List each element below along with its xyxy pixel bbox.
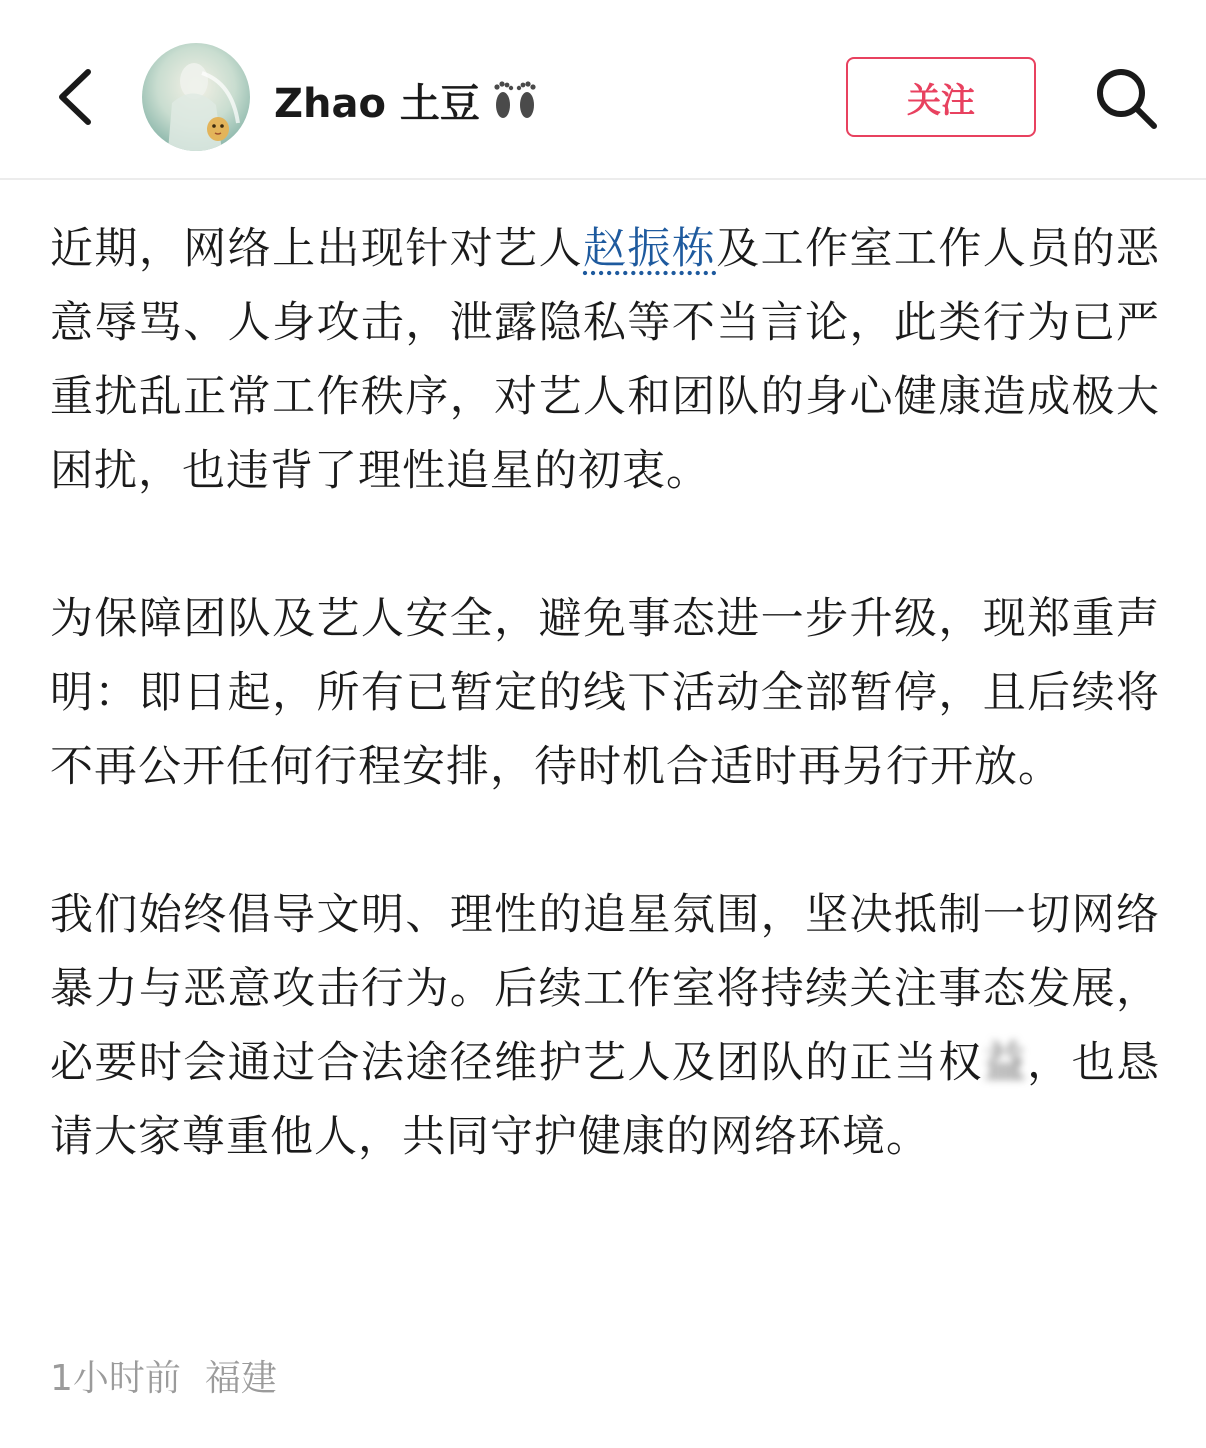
mention-link[interactable]: 赵振栋 (583, 224, 717, 274)
paragraph-text: 为保障团队及艺人安全，避免事态进一步升级，现郑重声明：即日起，所有已暂定的线下活动全部暂停，且后续将不再公开任何行程安排，待时机合适时再另行开放。 (50, 594, 1160, 792)
paragraph-text: 近期，网络上出现针对艺人 (50, 224, 583, 274)
post-paragraph-3 (50, 878, 1160, 1174)
paragraph-text: 我们始终倡导文明、理性的追星氛围，坚决抵制一切网络暴力与恶意攻击行为。后续工作室将持续关注事态发展，必要时会通过合法途径维护艺人及团队的正当权 (50, 890, 1160, 1088)
username[interactable] (274, 70, 542, 130)
search-icon (1090, 62, 1162, 134)
post-paragraph-1 (50, 212, 1160, 508)
top-bar (0, 0, 1206, 180)
search-button[interactable] (1090, 62, 1162, 134)
post-meta (50, 1350, 277, 1401)
username-text: Zhao 土豆 (274, 80, 480, 127)
paragraph-text: 及工作室工作人员的恶意辱骂、人身攻击，泄露隐私等不当言论，此类行为已严重扰乱正常工作秩序，对艺人和团队的身心健康造成极大困扰，也违背了理性追星的初衷。 (50, 224, 1160, 496)
back-button[interactable] (46, 62, 106, 132)
avatar[interactable] (142, 43, 250, 151)
blurred-text: 益 (982, 1038, 1027, 1088)
footprints-icon (488, 75, 542, 125)
follow-button[interactable]: 关注 (846, 57, 1036, 137)
post-time: 1小时前 (50, 1358, 181, 1399)
post-paragraph-2 (50, 582, 1160, 804)
avatar-image (142, 43, 250, 151)
paragraph-text: ，也恳请大家尊重他人，共同守护健康的网络环境。 (50, 1038, 1161, 1162)
post-location: 福建 (204, 1358, 277, 1399)
chevron-left-icon (46, 62, 106, 132)
post-body (50, 212, 1160, 1174)
